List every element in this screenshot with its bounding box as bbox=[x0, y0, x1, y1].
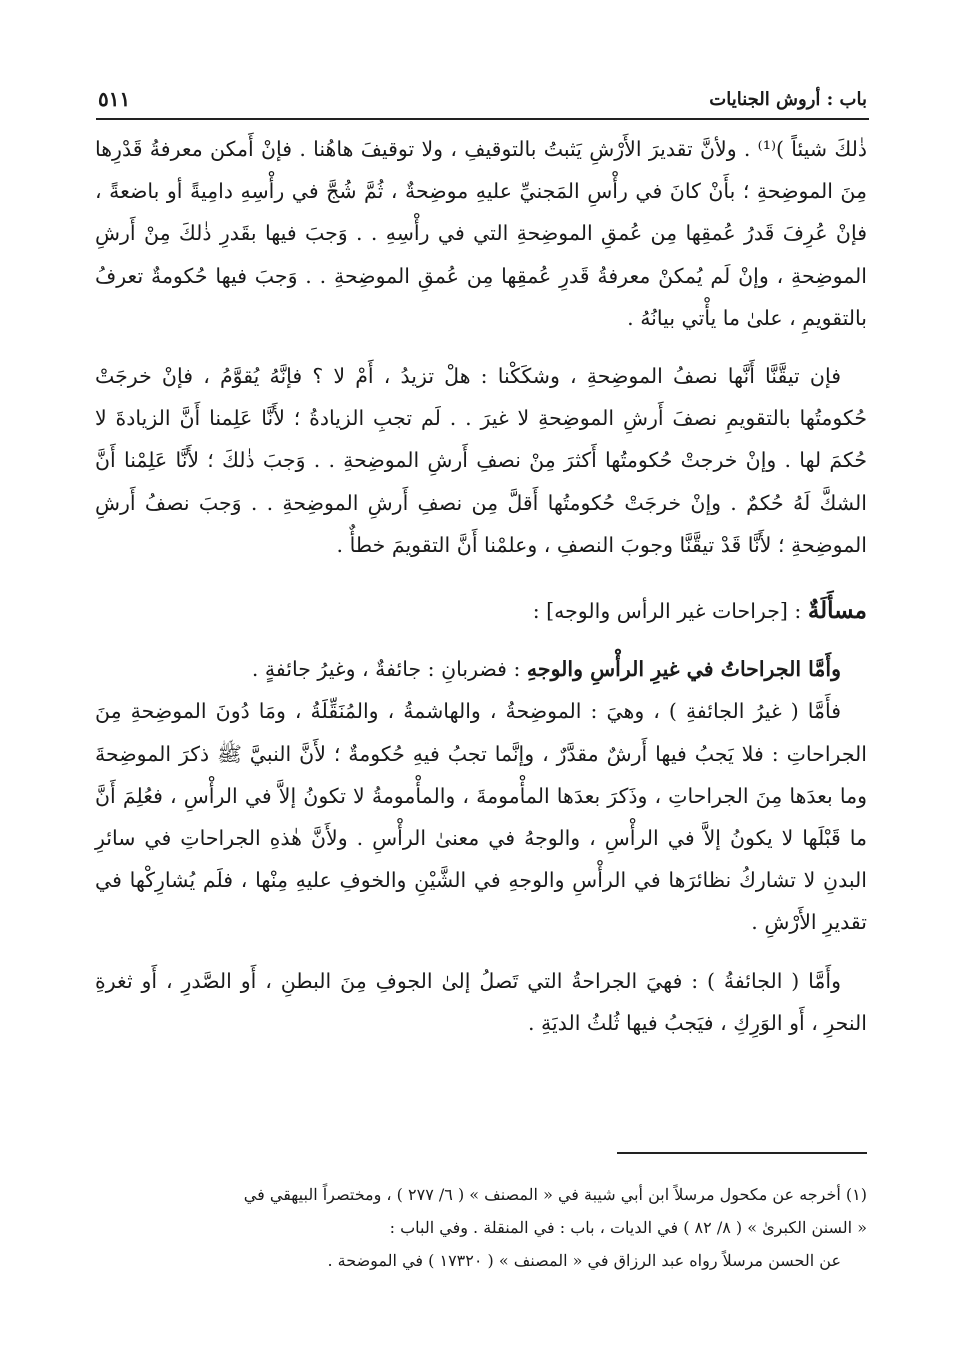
paragraph-2: فإن تيقَّنَّا أَنَّها نصفُ الموضِحةِ ، وشكَكْنا : هلْ تزيدُ ، أَمْ لا ؟ فإنَّهُ يُقوَّمُ ، فإنْ خرجَتْ حُكومتُها بالتقويمِ نصفَ أَرشِ الموضِحةِ لا غيرَ . . لَم تجبِ الزيادةُ ؛ لأَنَّا عَلِمنا أَنَّ الزيادةَ لا حُكمَ لها . وإنْ خرجتْ حُكومتُها أَكثرَ مِنْ نصفِ أَرشِ الموضِحةِ . . وَجبَ ذٰلكَ ؛ لأَنَّا عَلِمْنا أَنَّ الشكَّ لَهُ حُكمٌ . وإنْ خرجَتْ حُكومتُها أَقلَّ مِن نصفِ أَرشِ الموضِحةِ . . وَجبَ نصفُ أَرشِ الموضِحةِ ؛ لأَنَّا قَدْ تيقَّنَّا وجوبَ النصفِ ، وعلمْنا أَنَّ التقويمَ خطأٌ . bbox=[95, 364, 867, 557]
main-text bbox=[95, 128, 867, 1044]
paragraph-4: فأَمَّا ( غيرُ الجائفةِ ) ، وهيَ : الموضِحةُ ، والهاشمةُ ، والمُنَقِّلَةُ ، ومَا دُونَ الموضِحةِ مِنَ الجراحاتِ : فلا يَجبُ فيها أَرشٌ مقدَّرٌ ، وإنَّما تجبُ فيهِ حُكومةٌ ؛ لأَنَّ النبيَّ ﷺ ذكرَ الموضِحةَ وما بعدَها مِنَ الجراحاتِ ، وذَكرَ بعدَها المأْمومةَ ، والمأْمومةُ لا تكونُ إلاَّ في الرأْسِ ، فعُلِمَ أَنَّ ما قَبْلَها لا يكونُ إلاَّ في الرأْسِ ، والوجهُ في معنىٰ الرأْسِ . ولأَنَّ هٰذهِ الجراحاتِ في سائرِ البدنِ لا تشاركُ نظائرَها في الرأْسِ والوجهِ في الشَّيْنِ والخوفِ عليهِ مِنْها ، فلَم يُشارِكْها في تقديرِ الأَرْشِ . bbox=[95, 699, 867, 935]
paragraph-3-lead: وأَمَّا الجراحاتُ في غيرِ الرأْسِ والوجهِ bbox=[526, 657, 841, 682]
chapter-title: باب : أروش الجنايات bbox=[709, 88, 867, 110]
footnote-line-2: « السنن الكبرىٰ » ( ٨/ ٨٢ ) في الديات ، باب : في المنقلة . وفي الباب : bbox=[389, 1218, 867, 1237]
paragraph-5: وأَمَّا ( الجائفةُ ) : فهيَ الجراحةُ التي تَصلُ إلىٰ الجوفِ مِنَ البطنِ ، أَو الصَّدرِ ، أَو ثغرةِ النحرِ ، أَو الوَرِكِ ، فيَجبُ فيها ثُلثُ الديَةِ . bbox=[95, 968, 867, 1035]
paragraph-1: ذٰلكَ شيئاً )⁽¹⁾ . ولأنَّ تقديرَ الأَرْشِ يَثبتُ بالتوقيفِ ، ولا توقيفَ هاهُنا . فإنْ أَمكن معرفةُ قَدْرِها مِنَ الموضِحةِ ؛ بأَنْ كانَ في رأْسِ المَجنيِّ عليهِ موضِحةٌ ، ثُمَّ شُجَّ في رأْسِهِ دامِيةً أو باضعةً ، فإنْ عُرِفَ قَدرُ عُمقِها مِن عُمقِ الموضِحةِ التي في رأْسِهِ . . وَجبَ فيها بقَدرِ ذٰلكَ مِنْ أَرشِ الموضِحةِ ، وإنْ لَم يُمكنْ معرفةُ قَدرِ عُمقِها مِن عُمقِ الموضِحةِ . . وَجبَ فيها حُكومةٌ تعرفُ بالتقويمِ ، علىٰ ما يأْتي بيانُهُ . bbox=[95, 137, 868, 330]
footnote-rule bbox=[617, 1152, 867, 1154]
page-number: ٥١١ bbox=[98, 87, 131, 111]
running-header bbox=[98, 82, 867, 116]
footnotes bbox=[95, 1178, 867, 1277]
paragraph-3-rest: : فضربانِ : جائفةٌ ، وغيرُ جائفةٍ . bbox=[251, 657, 527, 682]
footnote-line-1: (١) أخرجه عن مكحول مرسلاً ابن أبي شيبة في « المصنف » ( ٦/ ٢٧٧ ) ، ومختصراً البيهقي في bbox=[243, 1185, 867, 1204]
header-rule bbox=[96, 118, 869, 120]
masala-title: : [جراحات غير الرأس والوجه] : bbox=[532, 599, 808, 624]
masala-word: مسأَلَةٌ bbox=[807, 597, 867, 625]
paragraph-3 bbox=[95, 648, 867, 690]
masala-heading bbox=[95, 590, 867, 632]
footnote-line-3: عن الحسن مرسلاً رواه عبد الرزاق في « المصنف » ( ١٧٣٢٠ ) في الموضحة . bbox=[327, 1251, 841, 1270]
